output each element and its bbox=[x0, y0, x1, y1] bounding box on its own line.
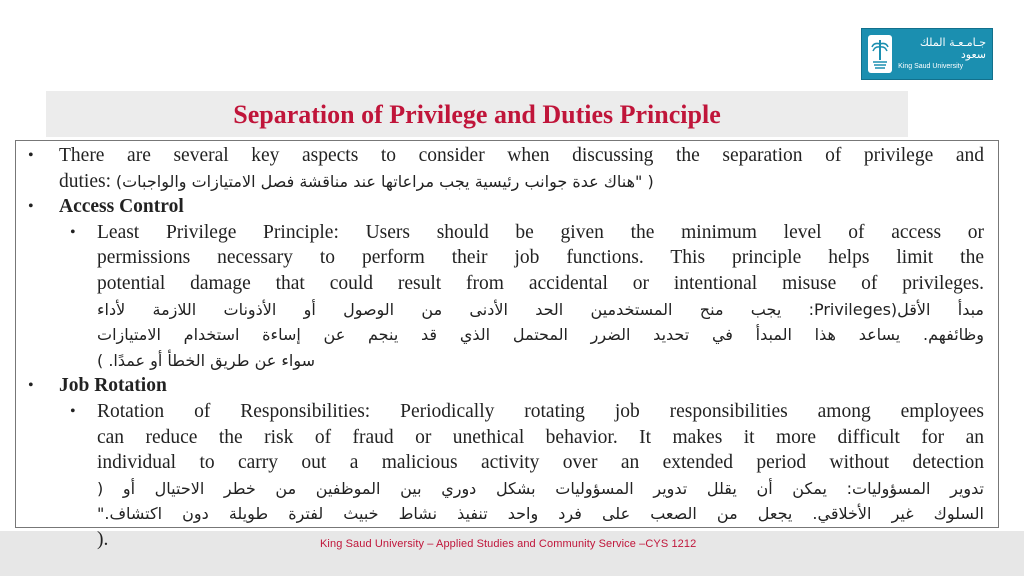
least-privilege-line: potential damage that could result from accidental or intentional misuse of privileges. bbox=[97, 272, 984, 294]
footer-text: King Saud University – Applied Studies and Community Service –CYS 1212 bbox=[320, 538, 697, 550]
rotation-line: Rotation of Responsibilities: Periodically rotating job responsibilities among employees bbox=[97, 400, 984, 422]
rotation-arabic: تدوير المسؤوليات: يمكن أن يقلل تدوير المسؤوليات بشكل دوري بين الموظفين من خطر الاحتيال أو ( bbox=[97, 478, 984, 498]
rotation-arabic-end: ). bbox=[97, 528, 109, 550]
bullet-dot: • bbox=[28, 377, 34, 395]
rotation-arabic: السلوك غير الأخلاقي. يجعل من الصعب على فرد واحد تنفيذ نشاط خبيث لفترة طويلة دون اكتشاف." bbox=[97, 504, 984, 524]
access-control-heading: Access Control bbox=[59, 196, 184, 218]
sub-bullet-dot: • bbox=[70, 223, 76, 241]
slide-title: Separation of Privilege and Duties Principle bbox=[233, 100, 721, 129]
bullet-dot: • bbox=[28, 147, 34, 164]
intro-arabic: ( "هناك عدة جوانب رئيسية يجب مراعاتها عند مناقشة فصل الامتيازات والواجبات) bbox=[115, 171, 654, 191]
university-logo bbox=[861, 28, 993, 80]
logo-arabic-name: جـامـعـة الملك سعود bbox=[919, 36, 986, 62]
least-privilege-arabic: سواء عن طريق الخطأ أو عمدًا. ) bbox=[97, 350, 316, 370]
job-rotation-heading: Job Rotation bbox=[59, 375, 167, 397]
rotation-line: individual to carry out a malicious activity over an extended period without detection bbox=[97, 452, 984, 474]
sub-bullet-dot: • bbox=[70, 402, 76, 420]
title-bar bbox=[46, 91, 908, 137]
least-privilege-line: permissions necessary to perform their job functions. This principle helps limit the bbox=[97, 247, 984, 269]
rotation-line: can reduce the risk of fraud or unethical behavior. It makes it more difficult for an bbox=[97, 426, 984, 448]
least-privilege-line: Least Privilege Principle: Users should be given the minimum level of access or bbox=[97, 221, 984, 243]
bullet-dot: • bbox=[28, 198, 34, 216]
logo-english-name: King Saud University bbox=[898, 63, 964, 71]
least-privilege-arabic: مبدأ الأقل(Privileges: يجب منح المستخدمين الحد الأدنى من الوصول أو الأذونات اللازمة لأداء bbox=[97, 299, 985, 319]
intro-line: There are several key aspects to consider when discussing the separation of privilege and bbox=[59, 145, 984, 166]
least-privilege-arabic: وظائفهم. يساعد هذا المبدأ في تحديد الضرر المحتمل الذي قد ينجم عن إساءة استخدام الامتيازات bbox=[97, 325, 984, 345]
bullet-content bbox=[0, 143, 1024, 553]
palm-emblem-icon bbox=[868, 35, 892, 73]
intro-label: duties: bbox=[59, 170, 111, 192]
